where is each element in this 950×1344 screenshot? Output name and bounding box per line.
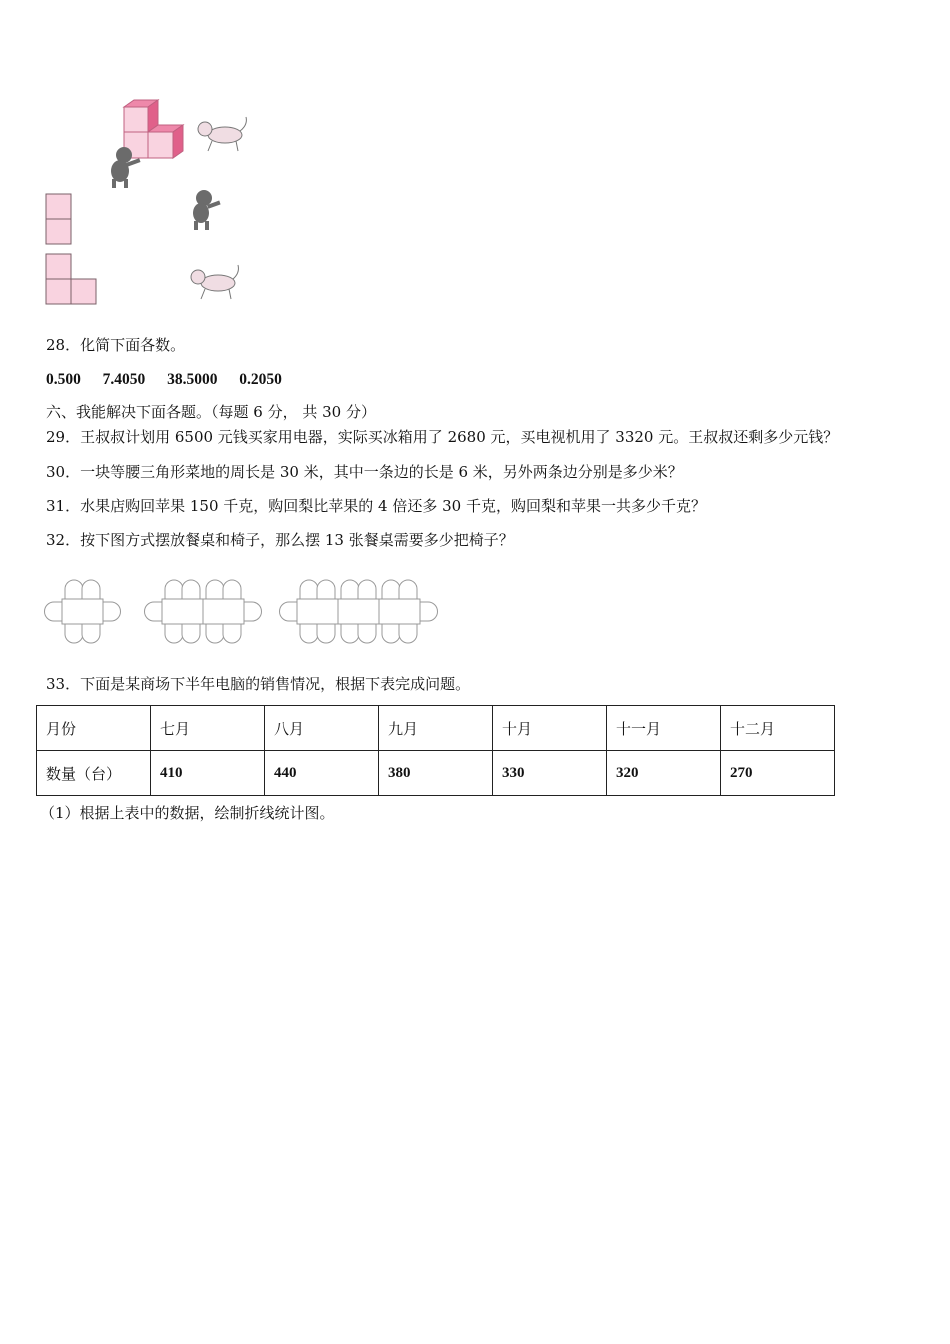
table-cell: 320: [607, 751, 721, 796]
chair: [244, 602, 262, 621]
question-30: 30．一块等腰三角形菜地的周长是 30 米，其中一条边的长是 6 米，另外两条边分别是多少米？: [46, 463, 683, 481]
chair: [82, 624, 100, 643]
number-item: 7.4050: [102, 371, 146, 388]
chair: [399, 624, 417, 643]
question-28-numbers: [46, 369, 299, 390]
table-header-cell: 十月: [493, 706, 607, 751]
chair: [399, 580, 417, 599]
cube-stack: [124, 100, 183, 158]
front-view-shape: [46, 194, 71, 244]
dining-table: [297, 599, 338, 624]
table-cell: 270: [721, 751, 835, 796]
chair: [206, 580, 224, 599]
dining-table: [62, 599, 103, 624]
sales-table: [36, 705, 835, 796]
table-header-cell: 八月: [265, 706, 379, 751]
cube-view-figure: [40, 95, 260, 310]
chair: [280, 602, 298, 621]
chair: [420, 602, 438, 621]
question-33-sub-1: （1）根据上表中的数据，绘制折线统计图。: [40, 804, 335, 822]
question-31: 31．水果店购回苹果 150 千克，购回梨比苹果的 4 倍还多 30 千克，购回梨和苹果一共多少千克？: [46, 497, 706, 515]
table-cell: 380: [379, 751, 493, 796]
chair: [358, 624, 376, 643]
table-cell: 330: [493, 751, 607, 796]
chair: [45, 602, 63, 621]
table-cell: 数量（台）: [37, 751, 151, 796]
chair: [382, 580, 400, 599]
chair: [182, 624, 200, 643]
table-cell: 440: [265, 751, 379, 796]
chair: [145, 602, 163, 621]
chair: [165, 624, 183, 643]
dog-icon: [191, 265, 238, 299]
number-item: 38.5000: [167, 371, 218, 388]
chair: [165, 580, 183, 599]
table-header-cell: 月份: [37, 706, 151, 751]
question-29: 29．王叔叔计划用 6500 元钱买家用电器，实际买冰箱用了 2680 元，买电视机用了 3320 元。王叔叔还剩多少元钱？: [46, 428, 839, 446]
dining-table: [379, 599, 420, 624]
chair: [103, 602, 121, 621]
side-view-shape: [46, 254, 96, 304]
chair: [382, 624, 400, 643]
chair: [341, 580, 359, 599]
dining-table: [203, 599, 244, 624]
table-header-cell: 十二月: [721, 706, 835, 751]
chair: [223, 580, 241, 599]
table-chair-figure: [40, 575, 450, 645]
number-item: 0.2050: [239, 371, 282, 388]
chair: [65, 580, 83, 599]
monkey-icon: [193, 190, 221, 230]
dining-table: [338, 599, 379, 624]
question-28-title: 28．化简下面各数。: [46, 336, 186, 354]
section-6-title: 六、我能解决下面各题。（每题 6 分， 共 30 分）: [46, 403, 376, 421]
chair: [358, 580, 376, 599]
table-header-cell: 七月: [151, 706, 265, 751]
chair: [65, 624, 83, 643]
table-cell: 410: [151, 751, 265, 796]
chair: [300, 580, 318, 599]
chair: [317, 580, 335, 599]
chair: [82, 580, 100, 599]
question-33-title: 33．下面是某商场下半年电脑的销售情况，根据下表完成问题。: [46, 675, 471, 693]
table-row: [37, 706, 835, 751]
table-row: [37, 751, 835, 796]
dog-icon: [198, 117, 246, 151]
number-item: 0.500: [46, 371, 81, 388]
chair: [182, 580, 200, 599]
table-header-cell: 九月: [379, 706, 493, 751]
table-header-cell: 十一月: [607, 706, 721, 751]
chair: [223, 624, 241, 643]
chair: [341, 624, 359, 643]
dining-table: [162, 599, 203, 624]
chair: [206, 624, 224, 643]
question-32: 32．按下图方式摆放餐桌和椅子，那么摆 13 张餐桌需要多少把椅子？: [46, 531, 514, 549]
chair: [317, 624, 335, 643]
chair: [300, 624, 318, 643]
